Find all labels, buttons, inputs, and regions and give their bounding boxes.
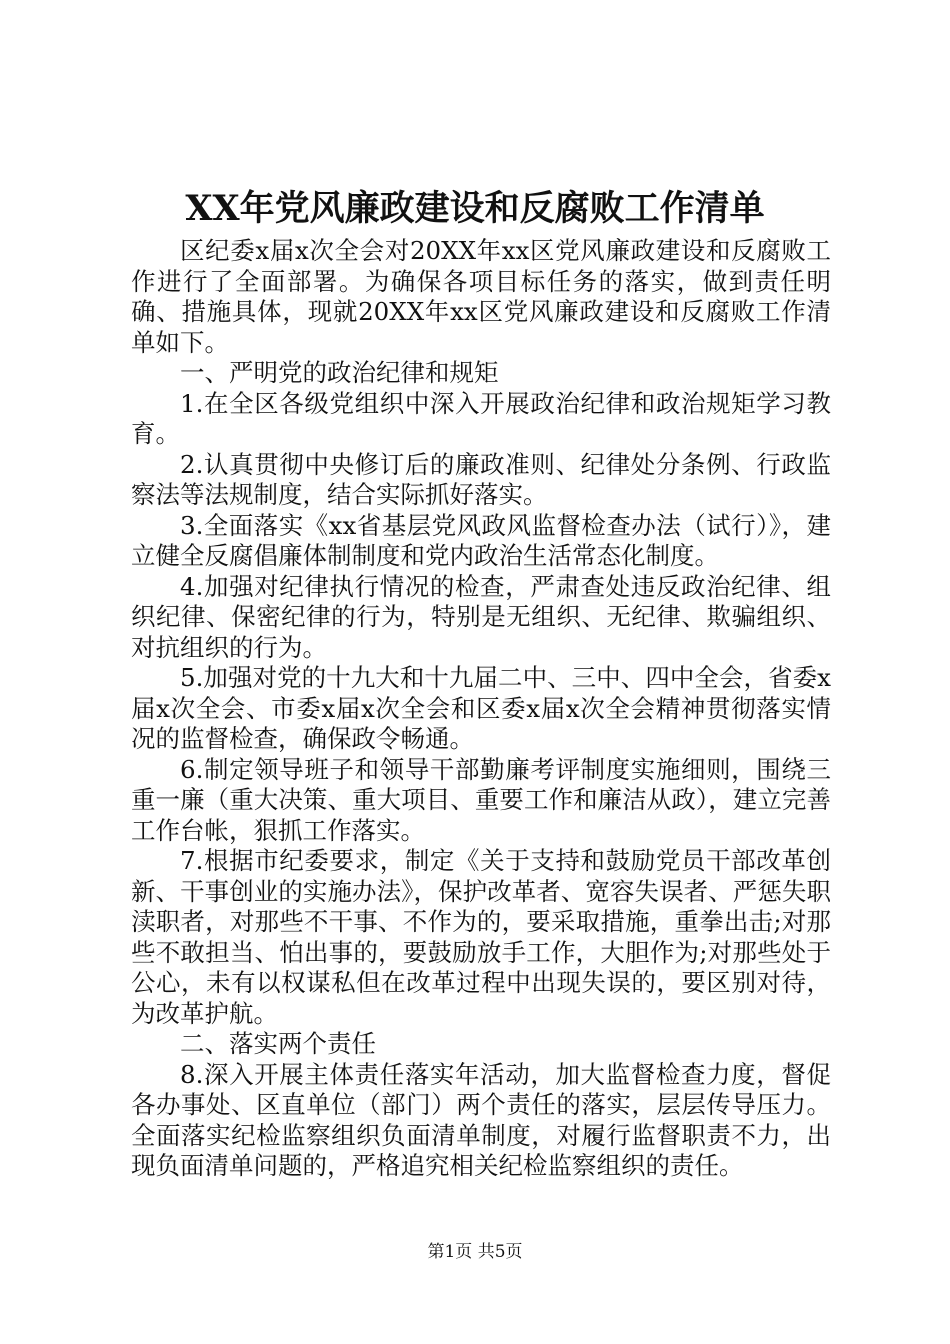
list-item-8: 8.深入开展主体责任落实年活动，加大监督检查力度，督促各办事处、区直单位（部门）两个责任的落实，层层传导压力。全面落实纪检监察组织负面清单制度，对履行监督职责不力，出现负面清单问题的，严格追究相关纪检监察组织的责任。: [131, 1059, 831, 1180]
section-heading-2: 二、落实两个责任: [180, 1029, 376, 1058]
document-body: [131, 236, 831, 1182]
list-item-7: 7.根据市纪委要求，制定《关于支持和鼓励党员干部改革创新、干事创业的实施办法》，保护改革者、宽容失误者、严惩失职渎职者，对那些不干事、不作为的，要采取措施，重拳出击;对那些不敢担当、怕出事的，要鼓励放手工作，大胆作为;对那些处于公心，未有以权谋私但在改革过程中出现失误的，要区别对待，为改革护航。: [131, 846, 831, 1028]
list-item-2: 2.认真贯彻中央修订后的廉政准则、纪律处分条例、行政监察法等法规制度，结合实际抓好落实。: [131, 449, 831, 509]
page-footer: 第1页 共5页: [427, 1242, 523, 1262]
list-item-3: 3.全面落实《xx省基层党风政风监督检查办法（试行）》，建立健全反腐倡廉体制制度和党内政治生活常态化制度。: [131, 510, 831, 570]
document-title: XX年党风廉政建设和反腐败工作清单: [185, 188, 765, 229]
list-item-4: 4.加强对纪律执行情况的检查，严肃查处违反政治纪律、组织纪律、保密纪律的行为，特别是无组织、无纪律、欺骗组织、对抗组织的行为。: [131, 571, 831, 662]
list-item-6: 6.制定领导班子和领导干部勤廉考评制度实施细则，围绕三重一廉（重大决策、重大项目、重要工作和廉洁从政），建立完善工作台帐，狠抓工作落实。: [131, 754, 831, 845]
list-item-5: 5.加强对党的十九大和十九届二中、三中、四中全会，省委x届x次全会、市委x届x次全会和区委x届x次全会精神贯彻落实情况的监督检查，确保政令畅通。: [131, 663, 831, 753]
intro-paragraph: 区纪委x届x次全会对20XX年xx区党风廉政建设和反腐败工作进行了全面部署。为确保各项目标任务的落实，做到责任明确、措施具体，现就20XX年xx区党风廉政建设和反腐败工作清单如下。: [131, 236, 831, 357]
section-heading-1: 一、严明党的政治纪律和规矩: [180, 358, 499, 387]
list-item-1: 1.在全区各级党组织中深入开展政治纪律和政治规矩学习教育。: [131, 388, 831, 448]
